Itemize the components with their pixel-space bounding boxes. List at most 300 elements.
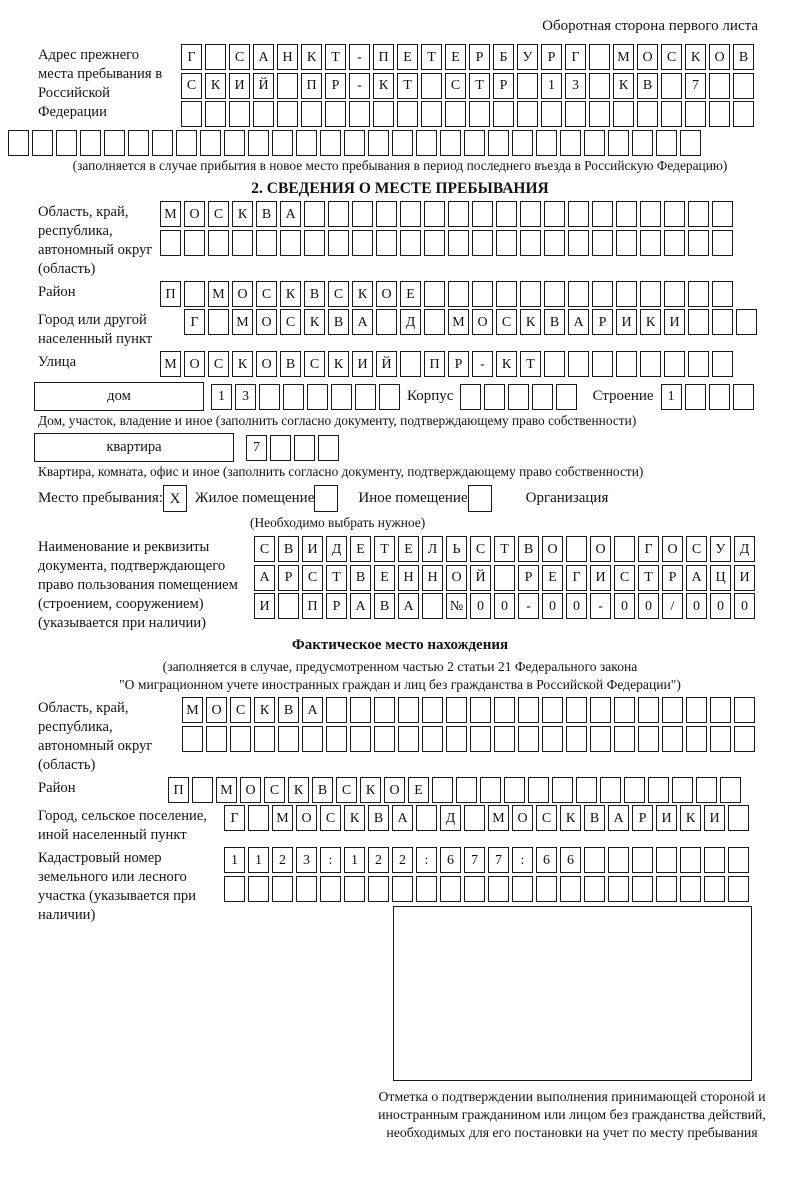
char-box[interactable] — [232, 230, 253, 256]
char-box[interactable] — [632, 130, 653, 156]
char-box[interactable]: 1 — [661, 384, 682, 410]
char-box[interactable]: Т — [494, 536, 515, 562]
char-box[interactable] — [544, 281, 565, 307]
char-box[interactable] — [56, 130, 77, 156]
char-box[interactable]: П — [424, 351, 445, 377]
char-box[interactable] — [152, 130, 173, 156]
char-box[interactable] — [517, 73, 538, 99]
char-box[interactable] — [331, 384, 352, 410]
char-box[interactable]: 1 — [211, 384, 232, 410]
char-box[interactable] — [208, 309, 229, 335]
char-box[interactable]: 0 — [614, 593, 635, 619]
char-box[interactable] — [400, 201, 421, 227]
char-box[interactable]: Е — [374, 565, 395, 591]
char-box[interactable] — [416, 130, 437, 156]
char-box[interactable]: Ц — [710, 565, 731, 591]
char-box[interactable] — [734, 726, 755, 752]
char-box[interactable] — [296, 876, 317, 902]
char-box[interactable] — [685, 101, 706, 127]
char-box[interactable] — [307, 384, 328, 410]
char-box[interactable]: Т — [374, 536, 395, 562]
char-box[interactable] — [544, 230, 565, 256]
char-box[interactable] — [379, 384, 400, 410]
char-box[interactable]: Г — [184, 309, 205, 335]
char-box[interactable]: И — [616, 309, 637, 335]
char-box[interactable] — [328, 201, 349, 227]
char-box[interactable]: Й — [253, 73, 274, 99]
char-box[interactable]: 0 — [734, 593, 755, 619]
char-box[interactable] — [640, 281, 661, 307]
char-box[interactable] — [472, 281, 493, 307]
char-box[interactable] — [301, 101, 322, 127]
char-box[interactable] — [688, 201, 709, 227]
char-box[interactable] — [416, 805, 437, 831]
char-box[interactable] — [326, 726, 347, 752]
char-box[interactable] — [464, 130, 485, 156]
char-box[interactable] — [229, 101, 250, 127]
char-box[interactable] — [680, 130, 701, 156]
char-box[interactable]: В — [733, 44, 754, 70]
char-box[interactable] — [464, 876, 485, 902]
char-box[interactable]: Р — [325, 73, 346, 99]
char-box[interactable]: Р — [541, 44, 562, 70]
char-box[interactable]: : — [320, 847, 341, 873]
char-box[interactable]: Р — [662, 565, 683, 591]
char-box[interactable] — [464, 805, 485, 831]
char-box[interactable] — [304, 230, 325, 256]
char-box[interactable]: Р — [448, 351, 469, 377]
char-box[interactable] — [504, 777, 525, 803]
char-box[interactable]: В — [368, 805, 389, 831]
char-box[interactable] — [294, 435, 315, 461]
char-box[interactable]: Р — [592, 309, 613, 335]
char-box[interactable]: К — [520, 309, 541, 335]
char-box[interactable] — [349, 101, 370, 127]
char-box[interactable] — [424, 281, 445, 307]
char-box[interactable] — [520, 230, 541, 256]
char-box[interactable] — [422, 726, 443, 752]
char-box[interactable] — [296, 130, 317, 156]
char-box[interactable]: 1 — [224, 847, 245, 873]
char-box[interactable]: А — [254, 565, 275, 591]
char-box[interactable]: П — [373, 44, 394, 70]
char-box[interactable]: Г — [565, 44, 586, 70]
char-box[interactable]: Е — [398, 536, 419, 562]
char-box[interactable]: О — [662, 536, 683, 562]
char-box[interactable]: С — [254, 536, 275, 562]
char-box[interactable]: Д — [326, 536, 347, 562]
char-box[interactable]: Р — [326, 593, 347, 619]
char-box[interactable] — [494, 565, 515, 591]
char-box[interactable] — [614, 536, 635, 562]
char-box[interactable]: С — [661, 44, 682, 70]
char-box[interactable] — [672, 777, 693, 803]
char-box[interactable] — [352, 230, 373, 256]
char-box[interactable] — [664, 201, 685, 227]
char-box[interactable] — [460, 384, 481, 410]
char-box[interactable] — [686, 726, 707, 752]
char-box[interactable] — [493, 101, 514, 127]
char-box[interactable] — [733, 384, 754, 410]
char-box[interactable] — [688, 281, 709, 307]
char-box[interactable] — [314, 485, 338, 512]
char-box[interactable]: М — [448, 309, 469, 335]
char-box[interactable] — [392, 876, 413, 902]
char-box[interactable] — [541, 101, 562, 127]
char-box[interactable] — [376, 201, 397, 227]
char-box[interactable]: С — [304, 351, 325, 377]
char-box[interactable] — [272, 876, 293, 902]
char-box[interactable]: В — [637, 73, 658, 99]
char-box[interactable] — [568, 281, 589, 307]
char-box[interactable]: У — [710, 536, 731, 562]
char-box[interactable] — [661, 101, 682, 127]
char-box[interactable] — [400, 230, 421, 256]
char-box[interactable] — [304, 201, 325, 227]
char-box[interactable]: В — [350, 565, 371, 591]
char-box[interactable]: С — [230, 697, 251, 723]
char-box[interactable] — [637, 101, 658, 127]
char-box[interactable]: К — [344, 805, 365, 831]
char-box[interactable]: - — [472, 351, 493, 377]
char-box[interactable]: Д — [440, 805, 461, 831]
char-box[interactable]: Р — [469, 44, 490, 70]
char-box[interactable]: - — [349, 44, 370, 70]
char-box[interactable] — [638, 697, 659, 723]
char-box[interactable]: С — [614, 565, 635, 591]
char-box[interactable]: С — [536, 805, 557, 831]
char-box[interactable]: С — [208, 201, 229, 227]
char-box[interactable] — [259, 384, 280, 410]
char-box[interactable] — [565, 101, 586, 127]
char-box[interactable] — [184, 281, 205, 307]
char-box[interactable] — [728, 876, 749, 902]
char-box[interactable]: С — [264, 777, 285, 803]
char-box[interactable]: В — [280, 351, 301, 377]
char-box[interactable] — [556, 384, 577, 410]
char-box[interactable]: О — [206, 697, 227, 723]
char-box[interactable]: М — [208, 281, 229, 307]
char-box[interactable] — [517, 101, 538, 127]
char-box[interactable]: А — [608, 805, 629, 831]
char-box[interactable]: И — [734, 565, 755, 591]
char-box[interactable]: П — [168, 777, 189, 803]
char-box[interactable] — [278, 726, 299, 752]
char-box[interactable]: И — [352, 351, 373, 377]
char-box[interactable]: А — [350, 593, 371, 619]
char-box[interactable]: Т — [397, 73, 418, 99]
char-box[interactable] — [374, 726, 395, 752]
char-box[interactable] — [480, 777, 501, 803]
char-box[interactable] — [656, 847, 677, 873]
char-box[interactable] — [448, 201, 469, 227]
char-box[interactable]: 0 — [542, 593, 563, 619]
char-box[interactable] — [712, 230, 733, 256]
char-box[interactable] — [328, 230, 349, 256]
char-box[interactable] — [662, 726, 683, 752]
char-box[interactable] — [484, 384, 505, 410]
char-box[interactable] — [421, 73, 442, 99]
char-box[interactable] — [320, 876, 341, 902]
char-box[interactable]: И — [704, 805, 725, 831]
char-box[interactable] — [344, 130, 365, 156]
char-box[interactable]: 7 — [488, 847, 509, 873]
char-box[interactable] — [532, 384, 553, 410]
char-box[interactable]: С — [320, 805, 341, 831]
char-box[interactable] — [181, 101, 202, 127]
char-box[interactable] — [576, 777, 597, 803]
char-box[interactable]: Е — [400, 281, 421, 307]
char-box[interactable]: - — [349, 73, 370, 99]
char-box[interactable] — [542, 697, 563, 723]
char-box[interactable] — [421, 101, 442, 127]
char-box[interactable]: М — [613, 44, 634, 70]
char-box[interactable] — [318, 435, 339, 461]
char-box[interactable] — [590, 726, 611, 752]
char-box[interactable]: / — [662, 593, 683, 619]
char-box[interactable] — [422, 697, 443, 723]
char-box[interactable]: И — [590, 565, 611, 591]
char-box[interactable] — [512, 876, 533, 902]
char-box[interactable] — [624, 777, 645, 803]
char-box[interactable] — [584, 876, 605, 902]
char-box[interactable] — [80, 130, 101, 156]
char-box[interactable]: П — [160, 281, 181, 307]
char-box[interactable] — [544, 351, 565, 377]
char-box[interactable]: К — [304, 309, 325, 335]
char-box[interactable]: К — [560, 805, 581, 831]
char-box[interactable]: Т — [638, 565, 659, 591]
char-box[interactable] — [469, 101, 490, 127]
char-box[interactable]: С — [280, 309, 301, 335]
char-box[interactable] — [662, 697, 683, 723]
char-box[interactable] — [422, 593, 443, 619]
char-box[interactable]: М — [216, 777, 237, 803]
char-box[interactable]: К — [360, 777, 381, 803]
char-box[interactable] — [424, 230, 445, 256]
char-box[interactable] — [616, 281, 637, 307]
char-box[interactable] — [512, 130, 533, 156]
char-box[interactable]: 1 — [541, 73, 562, 99]
char-box[interactable]: Р — [278, 565, 299, 591]
char-box[interactable]: А — [253, 44, 274, 70]
char-box[interactable]: К — [232, 351, 253, 377]
char-box[interactable] — [685, 384, 706, 410]
char-box[interactable] — [368, 876, 389, 902]
char-box[interactable]: К — [232, 201, 253, 227]
char-box[interactable]: О — [376, 281, 397, 307]
char-box[interactable] — [592, 201, 613, 227]
char-box[interactable] — [608, 130, 629, 156]
char-box[interactable]: 0 — [686, 593, 707, 619]
char-box[interactable]: 6 — [536, 847, 557, 873]
char-box[interactable]: К — [205, 73, 226, 99]
char-box[interactable] — [230, 726, 251, 752]
char-box[interactable]: Г — [638, 536, 659, 562]
char-box[interactable] — [638, 726, 659, 752]
char-box[interactable]: О — [590, 536, 611, 562]
char-box[interactable] — [680, 847, 701, 873]
char-box[interactable] — [614, 697, 635, 723]
char-box[interactable] — [616, 201, 637, 227]
char-box[interactable]: М — [272, 805, 293, 831]
char-box[interactable] — [253, 101, 274, 127]
char-box[interactable] — [488, 876, 509, 902]
char-box[interactable] — [518, 697, 539, 723]
char-box[interactable] — [448, 230, 469, 256]
char-box[interactable] — [397, 101, 418, 127]
char-box[interactable] — [686, 697, 707, 723]
char-box[interactable]: К — [352, 281, 373, 307]
char-box[interactable]: С — [302, 565, 323, 591]
char-box[interactable]: К — [496, 351, 517, 377]
char-box[interactable] — [568, 351, 589, 377]
char-box[interactable]: О — [184, 351, 205, 377]
char-box[interactable]: С — [445, 73, 466, 99]
char-box[interactable] — [616, 351, 637, 377]
char-box[interactable] — [709, 73, 730, 99]
char-box[interactable] — [640, 351, 661, 377]
char-box[interactable] — [224, 876, 245, 902]
char-box[interactable] — [508, 384, 529, 410]
char-box[interactable] — [470, 697, 491, 723]
char-box[interactable] — [528, 777, 549, 803]
char-box[interactable]: А — [398, 593, 419, 619]
char-box[interactable] — [584, 847, 605, 873]
char-box[interactable] — [566, 697, 587, 723]
char-box[interactable] — [496, 281, 517, 307]
char-box[interactable]: 6 — [560, 847, 581, 873]
char-box[interactable]: 0 — [710, 593, 731, 619]
char-box[interactable] — [494, 726, 515, 752]
char-box[interactable] — [688, 309, 709, 335]
char-box[interactable]: В — [584, 805, 605, 831]
char-box[interactable] — [398, 697, 419, 723]
char-box[interactable]: Г — [566, 565, 587, 591]
char-box[interactable] — [728, 805, 749, 831]
char-box[interactable]: В — [544, 309, 565, 335]
char-box[interactable]: Е — [397, 44, 418, 70]
char-box[interactable]: У — [517, 44, 538, 70]
char-box[interactable]: В — [256, 201, 277, 227]
char-box[interactable] — [560, 130, 581, 156]
char-box[interactable] — [277, 73, 298, 99]
char-box[interactable] — [200, 130, 221, 156]
char-box[interactable] — [205, 44, 226, 70]
char-box[interactable] — [648, 777, 669, 803]
char-box[interactable]: 0 — [494, 593, 515, 619]
char-box[interactable] — [376, 309, 397, 335]
char-box[interactable]: О — [542, 536, 563, 562]
char-box[interactable] — [736, 309, 757, 335]
char-box[interactable]: Р — [518, 565, 539, 591]
char-box[interactable]: - — [590, 593, 611, 619]
char-box[interactable] — [400, 351, 421, 377]
char-box[interactable] — [520, 201, 541, 227]
char-box[interactable] — [720, 777, 741, 803]
char-box[interactable]: Г — [224, 805, 245, 831]
char-box[interactable]: О — [512, 805, 533, 831]
char-box[interactable] — [704, 876, 725, 902]
char-box[interactable]: А — [568, 309, 589, 335]
char-box[interactable] — [192, 777, 213, 803]
char-box[interactable] — [280, 230, 301, 256]
char-box[interactable] — [560, 876, 581, 902]
char-box[interactable]: : — [416, 847, 437, 873]
char-box[interactable] — [368, 130, 389, 156]
char-box[interactable] — [712, 281, 733, 307]
char-box[interactable]: К — [685, 44, 706, 70]
char-box[interactable] — [566, 536, 587, 562]
char-box[interactable] — [224, 130, 245, 156]
char-box[interactable]: Т — [520, 351, 541, 377]
char-box[interactable]: А — [392, 805, 413, 831]
char-box[interactable]: Ь — [446, 536, 467, 562]
char-box[interactable]: К — [373, 73, 394, 99]
char-box[interactable] — [277, 101, 298, 127]
char-box[interactable] — [468, 485, 492, 512]
char-box[interactable] — [398, 726, 419, 752]
char-box[interactable]: С — [686, 536, 707, 562]
char-box[interactable]: П — [301, 73, 322, 99]
char-box[interactable] — [496, 201, 517, 227]
char-box[interactable] — [208, 230, 229, 256]
char-box[interactable]: Н — [398, 565, 419, 591]
char-box[interactable] — [160, 230, 181, 256]
char-box[interactable]: А — [280, 201, 301, 227]
char-box[interactable] — [704, 847, 725, 873]
char-box[interactable] — [584, 130, 605, 156]
char-box[interactable] — [325, 101, 346, 127]
char-box[interactable]: 7 — [464, 847, 485, 873]
char-box[interactable] — [350, 697, 371, 723]
char-box[interactable] — [712, 351, 733, 377]
char-box[interactable]: Н — [422, 565, 443, 591]
char-box[interactable] — [446, 726, 467, 752]
char-box[interactable]: И — [302, 536, 323, 562]
char-box[interactable]: В — [374, 593, 395, 619]
char-box[interactable] — [248, 130, 269, 156]
char-box[interactable] — [472, 201, 493, 227]
char-box[interactable]: 0 — [638, 593, 659, 619]
char-box[interactable]: М — [232, 309, 253, 335]
char-box[interactable]: С — [229, 44, 250, 70]
char-box[interactable]: О — [256, 309, 277, 335]
char-box[interactable] — [270, 435, 291, 461]
char-box[interactable]: С — [336, 777, 357, 803]
char-box[interactable] — [355, 384, 376, 410]
char-box[interactable]: О — [472, 309, 493, 335]
char-box[interactable] — [373, 101, 394, 127]
char-box[interactable] — [518, 726, 539, 752]
char-box[interactable]: И — [664, 309, 685, 335]
char-box[interactable]: 3 — [565, 73, 586, 99]
char-box[interactable] — [350, 726, 371, 752]
char-box[interactable]: 7 — [246, 435, 267, 461]
char-box[interactable] — [712, 309, 733, 335]
char-box[interactable]: Е — [350, 536, 371, 562]
char-box[interactable] — [589, 101, 610, 127]
char-box[interactable] — [592, 281, 613, 307]
char-box[interactable] — [283, 384, 304, 410]
char-box[interactable] — [206, 726, 227, 752]
char-box[interactable]: В — [278, 536, 299, 562]
char-box[interactable] — [614, 726, 635, 752]
char-box[interactable]: 0 — [566, 593, 587, 619]
char-box[interactable] — [326, 697, 347, 723]
char-box[interactable] — [448, 281, 469, 307]
char-box[interactable] — [542, 726, 563, 752]
